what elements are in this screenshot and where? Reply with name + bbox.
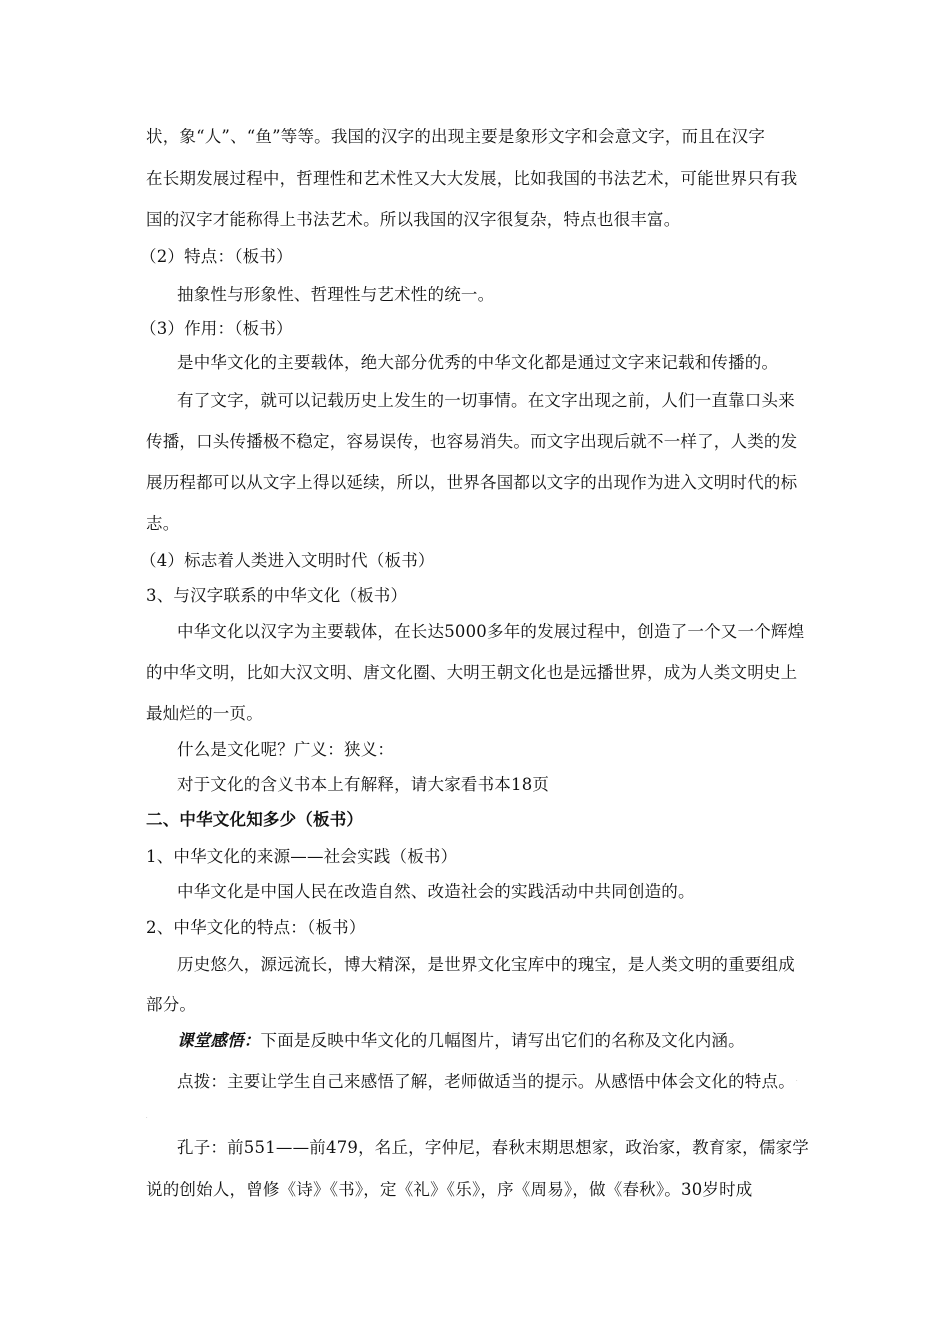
section-heading: （3）作用：（板书） — [140, 319, 293, 338]
chapter-heading: 二、中华文化知多少（板书） — [146, 810, 364, 829]
faint-mark: · — [796, 1078, 798, 1084]
paragraph-line: 对于文化的含义书本上有解释，请大家看书本18页 — [177, 775, 550, 794]
paragraph-line: 部分。 — [146, 995, 197, 1014]
paragraph-line: 孔子：前551——前479，名丘，字仲尼，春秋末期思想家，政治家，教育家，儒家学 — [177, 1138, 809, 1157]
faint-mark: · — [146, 1115, 148, 1121]
paragraph-line: 展历程都可以从文字上得以延续，所以，世界各国都以文字的出现作为进入文明时代的标 — [146, 473, 798, 492]
paragraph-line: 国的汉字才能称得上书法艺术。所以我国的汉字很复杂，特点也很丰富。 — [146, 210, 681, 229]
class-insight-label: 课堂感悟： — [177, 1031, 261, 1050]
paragraph-line: 说的创始人，曾修《诗》《书》，定《礼》《乐》，序《周易》，做《春秋》。30岁时成 — [146, 1180, 753, 1199]
section-heading: （4）标志着人类进入文明时代（板书） — [140, 551, 435, 570]
section-heading: 1、中华文化的来源——社会实践（板书） — [146, 847, 458, 866]
class-insight-line — [177, 1030, 745, 1052]
hint-line: 点拨：主要让学生自己来感悟了解，老师做适当的提示。从感悟中体会文化的特点。 — [177, 1072, 795, 1091]
class-insight-text: 下面是反映中华文化的几幅图片，请写出它们的名称及文化内涵。 — [260, 1031, 745, 1050]
paragraph-line: 什么是文化呢？广义：狭义： — [177, 740, 395, 759]
paragraph-line: 的中华文明，比如大汉文明、唐文化圈、大明王朝文化也是远播世界，成为人类文明史上 — [146, 663, 798, 682]
paragraph-line: 状，象“人”、“鱼”等等。我国的汉字的出现主要是象形文字和会意文字，而且在汉字 — [146, 127, 766, 146]
paragraph-line: 最灿烂的一页。 — [146, 704, 263, 723]
paragraph-line: 在长期发展过程中，哲理性和艺术性又大大发展，比如我国的书法艺术，可能世界只有我 — [146, 169, 798, 188]
paragraph-line: 志。 — [146, 514, 180, 533]
paragraph-line: 传播，口头传播极不稳定，容易误传，也容易消失。而文字出现后就不一样了，人类的发 — [146, 432, 798, 451]
paragraph-line: 中华文化是中国人民在改造自然、改造社会的实践活动中共同创造的。 — [177, 882, 695, 901]
paragraph-line: 中华文化以汉字为主要载体，在长达5000多年的发展过程中，创造了一个又一个辉煌 — [177, 622, 805, 641]
section-heading: （2）特点：（板书） — [140, 247, 293, 266]
paragraph-line: 历史悠久，源远流长，博大精深，是世界文化宝库中的瑰宝，是人类文明的重要组成 — [177, 955, 795, 974]
paragraph-line: 抽象性与形象性、哲理性与艺术性的统一。 — [177, 285, 495, 304]
paragraph-line: 有了文字，就可以记载历史上发生的一切事情。在文字出现之前，人们一直靠口头来 — [177, 391, 795, 410]
section-heading: 3、与汉字联系的中华文化（板书） — [146, 586, 408, 605]
section-heading: 2、中华文化的特点：（板书） — [146, 918, 366, 937]
paragraph-line: 是中华文化的主要载体，绝大部分优秀的中华文化都是通过文字来记载和传播的。 — [177, 353, 779, 372]
